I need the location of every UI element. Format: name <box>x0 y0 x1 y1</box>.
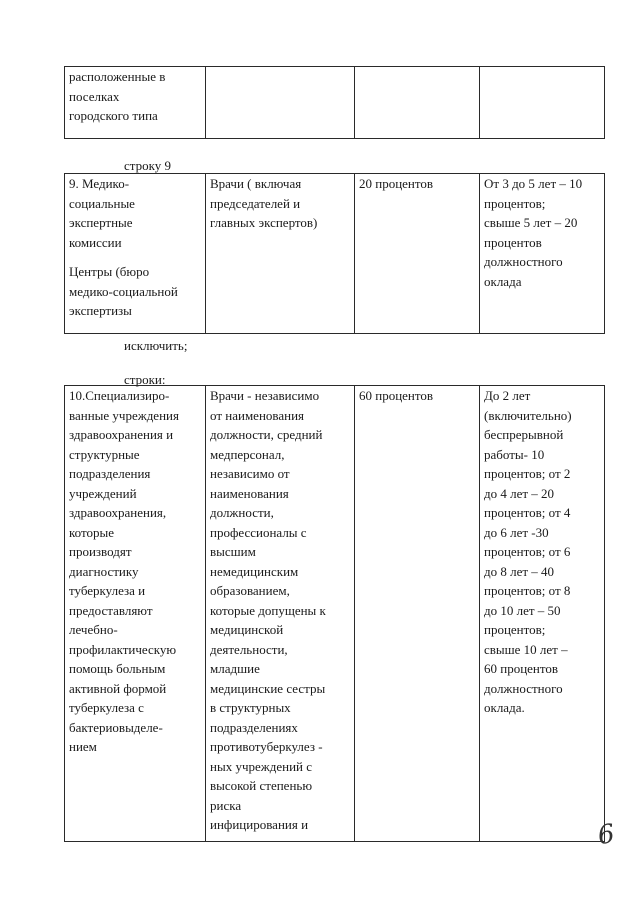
cell-text-line: деятельности, <box>210 641 288 657</box>
row10-cell-tenure <box>480 386 605 842</box>
row9-cell-staff <box>206 174 355 334</box>
cell-text-line: оклада <box>484 273 522 289</box>
cell-text-line: процентов; от 2 <box>484 466 571 481</box>
cell-text-line: инфицирования и <box>210 817 309 832</box>
cell-text-line: ных учреждений с <box>210 758 313 774</box>
cell-text-line: (включительно) <box>484 407 572 423</box>
row9-staff-text <box>210 174 351 233</box>
cell-text-line: до 10 лет – 50 <box>484 602 561 618</box>
row9-after: исключить; <box>124 338 188 353</box>
row9-cell-tenure <box>480 174 605 334</box>
cell-text-line: медицинские сестры <box>210 680 326 696</box>
row10-institution-text <box>69 386 202 757</box>
cell-text-line: диагностику <box>69 563 139 579</box>
cell-text-line: процентов; от 6 <box>484 544 571 559</box>
cell-text-line: младшие <box>210 661 260 676</box>
cell-text-line: лечебно- <box>69 622 118 637</box>
cell-text-line: процентов; от 4 <box>484 505 571 520</box>
row9-intro: строку 9 <box>124 158 171 173</box>
row10-table <box>64 385 605 842</box>
cell-text-line: медперсонал, <box>210 446 285 462</box>
cell-text-line: работы- 10 <box>484 446 545 462</box>
cell-text-line: Врачи - независимо <box>210 388 320 403</box>
cell-text-line: медико-социальной <box>69 283 178 299</box>
top-table-cell-2 <box>206 67 355 139</box>
cell-text-line: предоставляют <box>69 602 153 618</box>
row10-intro: строки: <box>124 372 166 387</box>
cell-text-line: которые допущены к <box>210 602 326 618</box>
cell-text-line: процентов <box>484 234 542 250</box>
row9-tenure-text <box>484 174 601 291</box>
cell-text-line: должностного <box>484 254 563 269</box>
cell-text-line: которые <box>69 524 114 540</box>
cell-text-line: До 2 лет <box>484 388 531 403</box>
cell-text-line: комиссии <box>69 234 122 250</box>
cell-text-line: 60 процентов <box>484 661 559 676</box>
cell-text-line: ванные учреждения <box>69 407 179 423</box>
cell-text-line: в структурных <box>210 700 291 715</box>
cell-text-line: 10.Специализиро- <box>69 388 170 403</box>
row10-tenure-text <box>484 386 601 718</box>
row9-institution-b <box>69 262 202 321</box>
cell-text-line: профилактическую <box>69 641 177 657</box>
cell-text-line: 20 процентов <box>359 176 434 191</box>
row9-table <box>64 173 605 334</box>
cell-text-line: должностного <box>484 680 563 696</box>
cell-text-line: Центры (бюро <box>69 264 150 279</box>
cell-text-line: производят <box>69 544 132 559</box>
cell-text-line: подразделения <box>69 466 151 481</box>
cell-text-line: до 6 лет -30 <box>484 524 549 540</box>
cell-text-line: подразделениях <box>210 719 298 735</box>
cell-text-line: высшим <box>210 544 256 559</box>
row10-cell-percent <box>355 386 480 842</box>
cell-text-line: немедицинским <box>210 563 299 579</box>
cell-text-line: должности, средний <box>210 427 323 442</box>
cell-text-line: здравоохранения, <box>69 505 167 520</box>
cell-text-line: свыше 10 лет – <box>484 641 568 657</box>
cell-text-line: наименования <box>210 485 289 501</box>
top-table <box>64 66 605 139</box>
cell-text-line: процентов; <box>484 195 546 211</box>
cell-text-line: должности, <box>210 505 274 520</box>
cell-text-line: здравоохранения и <box>69 427 174 442</box>
cell-text-line: образованием, <box>210 583 290 598</box>
cell-text-line: расположенные в <box>69 69 166 84</box>
row9-institution-a <box>69 174 202 252</box>
cell-text-line: процентов; <box>484 622 546 637</box>
cell-text-line: нием <box>69 739 97 754</box>
cell-text-line: председателей и <box>210 195 301 211</box>
cell-text-line: активной формой <box>69 680 167 696</box>
cell-text-line: высокой степенью <box>210 778 313 793</box>
cell-text-line: противотуберкулез - <box>210 739 323 754</box>
row9-percent-text <box>359 174 476 194</box>
cell-text-line: медицинской <box>210 622 284 637</box>
row10-staff-text <box>210 386 351 835</box>
cell-text-line: 60 процентов <box>359 388 434 403</box>
cell-text-line: экспертизы <box>69 303 132 318</box>
row10-percent-text <box>359 386 476 406</box>
row10-cell-institution <box>65 386 206 842</box>
row9-cell-percent <box>355 174 480 334</box>
cell-text-line: процентов; от 8 <box>484 583 571 598</box>
cell-text-line: главных экспертов) <box>210 215 318 230</box>
cell-text-line: туберкулеза с <box>69 700 144 715</box>
top-table-cell-1 <box>65 67 206 139</box>
cell-text-line: беспрерывной <box>484 427 564 442</box>
cell-text-line: экспертные <box>69 215 133 230</box>
cell-text-line: оклада. <box>484 700 525 715</box>
cell-text-line: до 4 лет – 20 <box>484 485 555 501</box>
cell-text-line: туберкулеза и <box>69 583 146 598</box>
cell-text-line: от наименования <box>210 407 305 423</box>
cell-text-line: независимо от <box>210 466 290 481</box>
cell-text-line: учреждений <box>69 485 137 501</box>
top-table-cell-4 <box>480 67 605 139</box>
row10-cell-staff <box>206 386 355 842</box>
cell-text-line: поселках <box>69 88 120 104</box>
cell-text-line: От 3 до 5 лет – 10 <box>484 176 583 191</box>
cell-text-line: профессионалы с <box>210 524 307 540</box>
cell-text-line: социальные <box>69 195 135 211</box>
cell-text-line: бактериовыделе- <box>69 719 163 735</box>
cell-text-line: структурные <box>69 446 140 462</box>
top-table-cell-3 <box>355 67 480 139</box>
top-table-cell-1-text <box>69 67 202 126</box>
cell-text-line: риска <box>210 797 242 813</box>
cell-text-line: городского типа <box>69 108 158 123</box>
page-number: 6 <box>595 819 617 852</box>
cell-text-line: 9. Медико- <box>69 176 130 191</box>
cell-text-line: помощь больным <box>69 661 166 676</box>
cell-text-line: Врачи ( включая <box>210 176 302 191</box>
row9-cell-institution <box>65 174 206 334</box>
cell-text-line: свыше 5 лет – 20 <box>484 215 578 230</box>
cell-text-line: до 8 лет – 40 <box>484 563 555 579</box>
